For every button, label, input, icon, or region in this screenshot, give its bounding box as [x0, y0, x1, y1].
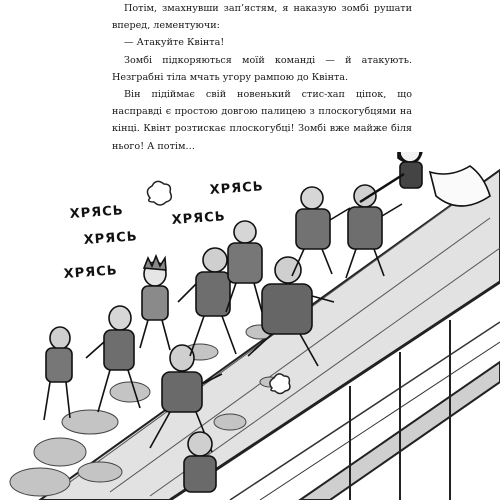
small-cloud-1	[147, 181, 171, 205]
sfx-hrias-4: ХРЯСЬ	[171, 209, 227, 228]
zombie	[184, 432, 216, 492]
sfx-hrias-1: ХРЯСЬ	[209, 179, 265, 198]
paragraph-1: Потім, змахнувши зап’ястям, я наказую зомбі рушати вперед, лементуючи:	[112, 3, 412, 32]
zombie-attack-illustration	[0, 152, 500, 500]
zombie	[44, 327, 72, 420]
quint-character	[360, 152, 490, 206]
sfx-hrias-2: ХРЯСЬ	[69, 203, 125, 222]
paragraph-2: — Атакуйте Квінта!	[124, 37, 225, 49]
zombie	[140, 256, 170, 350]
paragraph-4: Він підіймає свій новенький стис-хап ціпок, що насправді є простою довгою палицею з плоскогубцями на кінці. Квінт розтискає плоскогубці! Зомбі вже майже біля нього! А потім…	[112, 89, 412, 152]
story-text	[112, 0, 412, 155]
paragraph-3: Зомбі підкоряються моїй команді — й атакують. Незграбні тіла мчать угору рампою до Квінта.	[112, 54, 412, 83]
zombie	[292, 187, 350, 276]
zombie	[226, 221, 262, 312]
sfx-hrias-3: ХРЯСЬ	[83, 229, 139, 248]
sfx-hrias-5: ХРЯСЬ	[63, 263, 119, 282]
